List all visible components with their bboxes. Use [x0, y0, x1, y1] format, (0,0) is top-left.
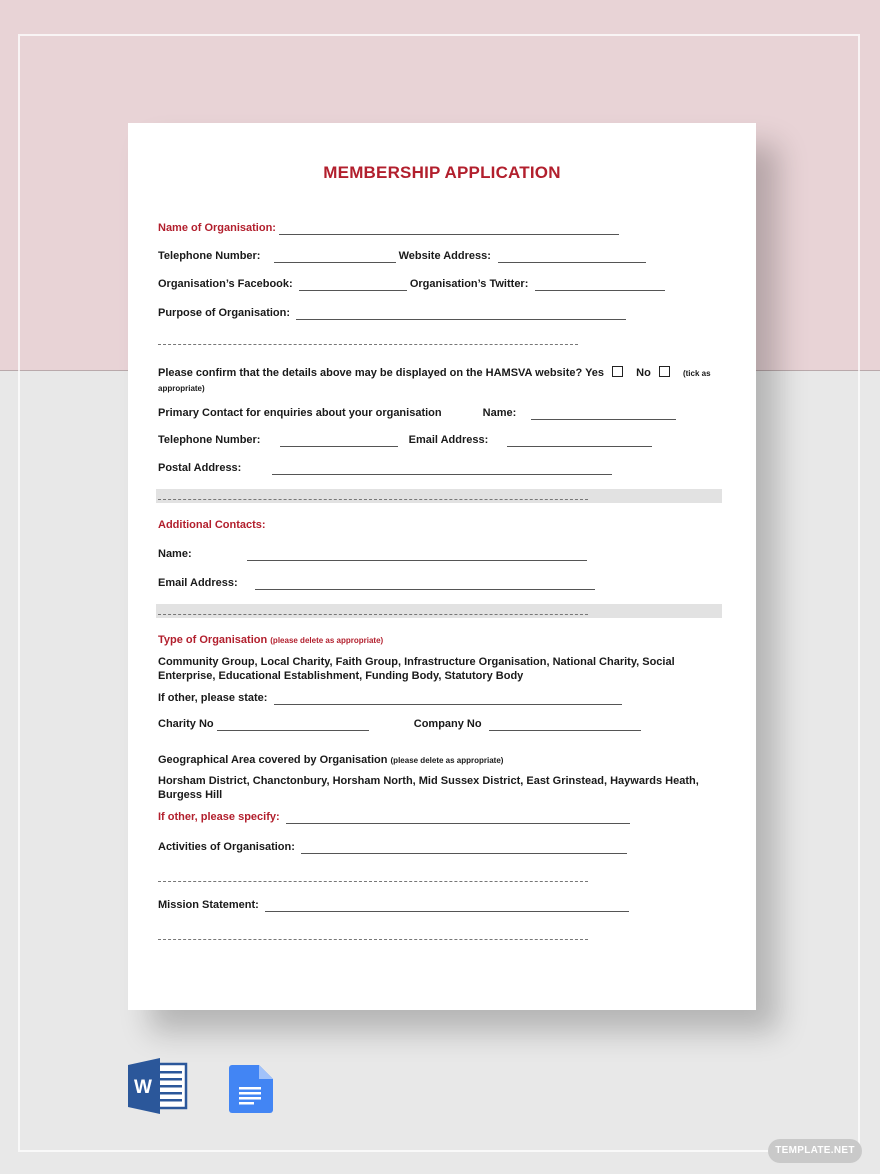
type-of-organisation-heading [158, 633, 383, 648]
type-of-organisation-options[interactable]: Community Group, Local Charity, Faith Group, Infrastructure Organisation, National Charity, Social Enterprise, Educational Establishment, Funding Body, Statutory Body [158, 656, 675, 682]
field-telephone-website [158, 249, 646, 263]
field-postal-address [158, 461, 612, 475]
field-label: No [636, 367, 651, 379]
blank-line[interactable] [255, 580, 595, 590]
field-facebook-twitter [158, 277, 665, 291]
blank-line[interactable] [217, 721, 369, 731]
field-charity-company [158, 717, 641, 731]
field-type-other [158, 691, 622, 705]
field-activities [158, 840, 627, 854]
watermark-badge: TEMPLATE.NET [768, 1139, 862, 1163]
blank-line[interactable] [301, 844, 627, 854]
field-label: Company No [413, 718, 482, 730]
blank-line[interactable] [272, 465, 612, 475]
svg-text:W: W [134, 1077, 152, 1098]
field-label: Name: [158, 548, 192, 560]
blank-line[interactable] [535, 281, 665, 291]
blank-line[interactable] [296, 310, 626, 320]
note: (tick as [682, 369, 711, 378]
yes-checkbox[interactable] [612, 366, 623, 377]
blank-line[interactable] [158, 498, 588, 500]
field-mission-statement [158, 898, 629, 912]
blank-line[interactable] [274, 253, 396, 263]
blank-line[interactable] [507, 437, 652, 447]
field-label: Please confirm that the details above may be displayed on the HAMSVA website? Yes [158, 367, 605, 379]
field-label: Telephone Number: [158, 250, 261, 262]
additional-contacts-heading: Additional Contacts: [158, 519, 266, 531]
field-additional-name [158, 547, 587, 561]
field-label: Telephone Number: [158, 434, 261, 446]
blank-line[interactable] [274, 695, 622, 705]
field-label: Primary Contact for enquiries about your organisation [158, 407, 442, 419]
note: appropriate) [158, 384, 205, 393]
blank-line[interactable] [489, 721, 641, 731]
field-label: If other, please specify: [158, 811, 280, 823]
field-label: Website Address: [398, 250, 491, 262]
note: (please delete as appropriate) [390, 756, 504, 765]
field-name-of-organisation [158, 221, 619, 235]
blank-line[interactable] [498, 253, 646, 263]
geographical-area-heading [158, 753, 503, 768]
blank-line[interactable] [247, 551, 587, 561]
field-label: Organisation’s Twitter: [409, 278, 529, 290]
note: (please delete as appropriate) [270, 636, 384, 645]
blank-line[interactable] [299, 281, 407, 291]
field-label: Organisation’s Facebook: [158, 278, 293, 290]
field-label: Name: [482, 407, 517, 419]
shaded-band [156, 489, 722, 503]
field-label: If other, please state: [158, 692, 268, 704]
field-label: Mission Statement: [158, 899, 259, 911]
blank-line[interactable] [265, 902, 629, 912]
blank-line[interactable] [158, 613, 588, 615]
google-docs-icon[interactable] [229, 1065, 273, 1113]
shaded-band [156, 604, 722, 618]
field-telephone-email [158, 433, 652, 447]
field-purpose [158, 306, 626, 320]
field-label: Email Address: [158, 577, 238, 589]
document-page [128, 123, 756, 1010]
blank-line[interactable] [286, 814, 630, 824]
blank-line[interactable] [280, 437, 398, 447]
blank-line[interactable] [279, 225, 619, 235]
blank-line[interactable] [158, 938, 588, 940]
field-label: Email Address: [408, 434, 489, 446]
field-geo-other [158, 810, 630, 824]
field-confirm-display [158, 366, 711, 381]
field-label: Postal Address: [158, 462, 242, 474]
field-additional-email [158, 576, 595, 590]
no-checkbox[interactable] [659, 366, 670, 377]
blank-line[interactable] [158, 880, 588, 882]
blank-line[interactable] [531, 410, 676, 420]
geographical-area-options[interactable]: Horsham District, Chanctonbury, Horsham North, Mid Sussex District, East Grinstead, Haywards Heath, Burgess Hill [158, 775, 699, 801]
blank-line[interactable] [158, 343, 578, 345]
field-primary-contact [158, 406, 676, 420]
section-heading: Geographical Area covered by Organisation [158, 754, 388, 766]
field-label: Name of Organisation: [158, 222, 276, 234]
document-title: MEMBERSHIP APPLICATION [323, 163, 561, 182]
field-label: Purpose of Organisation: [158, 307, 291, 319]
word-icon[interactable] [128, 1058, 188, 1114]
field-label: Charity No [158, 718, 214, 730]
section-heading: Type of Organisation [158, 634, 268, 646]
field-label: Activities of Organisation: [158, 841, 295, 853]
